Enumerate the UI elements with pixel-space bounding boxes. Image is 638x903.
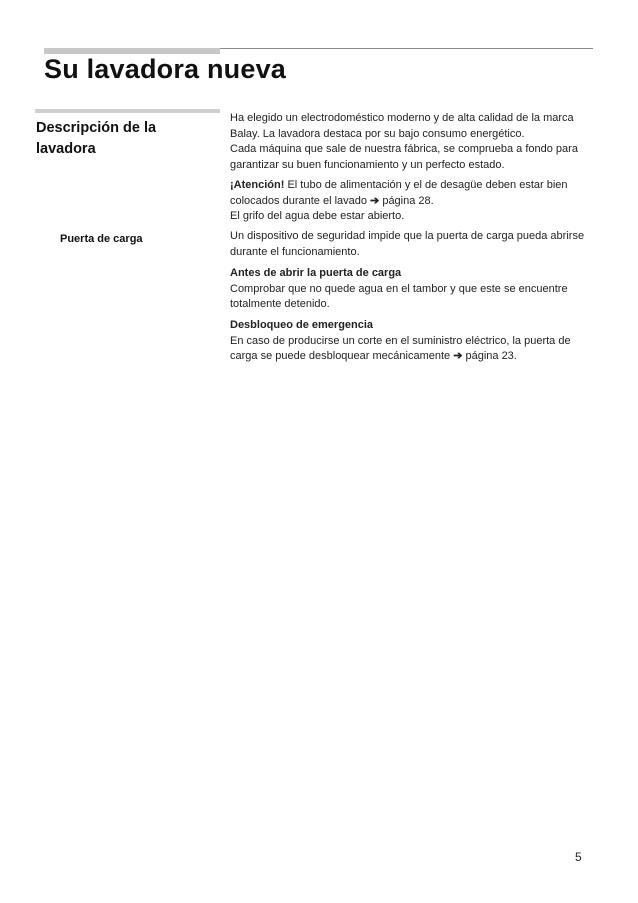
attention-page-ref: página 28. — [379, 194, 434, 207]
emergency-unlock-block — [230, 318, 592, 365]
before-opening-block — [230, 266, 592, 313]
intro-paragraph: Ha elegido un electrodoméstico moderno y de alta calidad de la marca Balay. La lavadora destaca por su bajo consumo energético. — [230, 112, 574, 140]
page-number: 5 — [575, 850, 582, 864]
door-paragraph: Un dispositivo de seguridad impide que la puerta de carga pueda abrirse durante el funcionamiento. — [230, 230, 585, 258]
page-title: Su lavadora nueva — [44, 54, 286, 84]
before-opening-text: Comprobar que no quede agua en el tambor y que este se encuentre totalmente detenido. — [230, 282, 568, 310]
attention-paragraph — [230, 178, 592, 225]
section-heading: Descripción de la lavadora — [36, 120, 157, 157]
emergency-unlock-text: En caso de producirse un corte en el suministro eléctrico, la puerta de carga se puede desbloquear mecánicamente — [230, 334, 571, 362]
emergency-page-ref: página 23. — [462, 350, 517, 362]
right-arrow-icon: ➔ — [453, 350, 463, 362]
emergency-unlock-heading: Desbloqueo de emergencia — [230, 319, 374, 331]
attention-label: ¡Atención! — [230, 179, 285, 191]
before-opening-heading: Antes de abrir la puerta de carga — [230, 267, 402, 279]
header-rule-thin — [220, 48, 593, 49]
quality-paragraph: Cada máquina que sale de nuestra fábrica, se comprueba a fondo para garantizar su buen funcionamiento y un perfecto estado. — [230, 143, 578, 171]
side-label-door: Puerta de carga — [60, 233, 143, 245]
attention-text: El tubo de alimentación y el de desagüe deben estar bien colocados durante el lavado — [230, 179, 568, 207]
section-rule — [35, 109, 220, 113]
right-arrow-icon: ➔ — [370, 194, 380, 207]
water-tap-note: El grifo del agua debe estar abierto. — [230, 210, 405, 222]
